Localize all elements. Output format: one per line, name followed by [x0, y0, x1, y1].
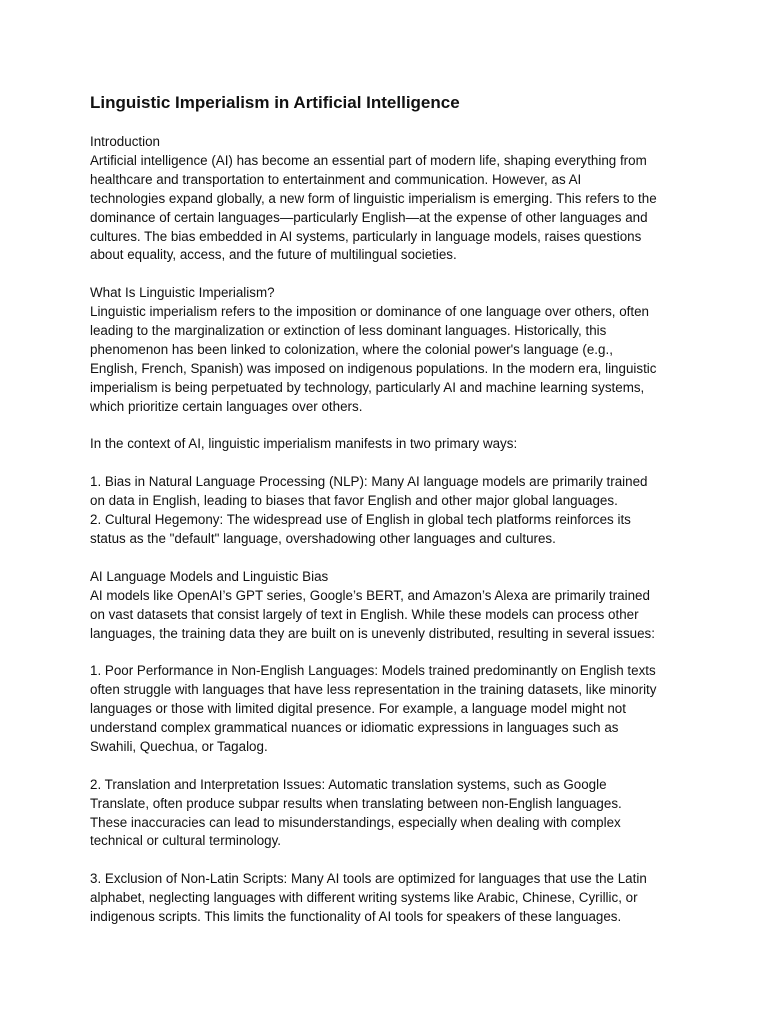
- text-line: leading to the marginalization or extinction of less dominant languages. Historically, this: [90, 323, 607, 339]
- text-line: AI models like OpenAI’s GPT series, Google’s BERT, and Amazon’s Alexa are primarily trained: [90, 587, 650, 603]
- text-line: languages, the training data they are built on is unevenly distributed, resulting in several issues:: [90, 625, 655, 641]
- text-line: Swahili, Quechua, or Tagalog.: [90, 738, 268, 754]
- text-line: 2. Translation and Interpretation Issues: Automatic translation systems, such as Google: [90, 776, 607, 792]
- document-page: [90, 92, 690, 946]
- text-line: 3. Exclusion of Non-Latin Scripts: Many AI tools are optimized for languages that use the Latin: [90, 871, 647, 887]
- text-line: healthcare and transportation to entertainment and communication. However, as AI: [90, 171, 582, 187]
- text-line: which prioritize certain languages over others.: [90, 398, 363, 414]
- paragraph-issue-1: [90, 662, 690, 757]
- text-line: imperialism is being perpetuated by technology, particularly AI and machine learning systems,: [90, 379, 645, 395]
- text-line: 1. Poor Performance in Non-English Languages: Models trained predominantly on English texts: [90, 663, 656, 679]
- text-line: on data in English, leading to biases that favor English and other major global languages.: [90, 493, 618, 509]
- text-line: phenomenon has been linked to colonization, where the colonial power's language (e.g.,: [90, 341, 613, 357]
- paragraph-ways-list: [90, 473, 690, 549]
- text-line: indigenous scripts. This limits the functionality of AI tools for speakers of these languages.: [90, 909, 622, 925]
- text-line: technical or cultural terminology.: [90, 833, 282, 849]
- paragraph-what-is: [90, 284, 690, 416]
- text-line: 2. Cultural Hegemony: The widespread use of English in global tech platforms reinforces its: [90, 512, 631, 528]
- document-title: Linguistic Imperialism in Artificial Intelligence: [90, 93, 460, 112]
- paragraph-introduction: [90, 133, 690, 265]
- text-line: often struggle with languages that have less representation in the training datasets, like minority: [90, 682, 657, 698]
- text-line: alphabet, neglecting languages with different writing systems like Arabic, Chinese, Cyrillic, or: [90, 890, 638, 906]
- text-line: What Is Linguistic Imperialism?: [90, 285, 275, 301]
- text-line: 1. Bias in Natural Language Processing (NLP): Many AI language models are primarily trained: [90, 474, 648, 490]
- paragraph-issue-3: [90, 870, 690, 927]
- text-line: technologies expand globally, a new form of linguistic imperialism is emerging. This refers to the: [90, 190, 657, 206]
- text-line: English, French, Spanish) was imposed on indigenous populations. In the modern era, linguistic: [90, 360, 657, 376]
- text-line: Linguistic imperialism refers to the imposition or dominance of one language over others, often: [90, 304, 649, 320]
- paragraph-context: [90, 435, 690, 454]
- paragraph-issue-2: [90, 776, 690, 852]
- text-line: about equality, access, and the future of multilingual societies.: [90, 247, 457, 263]
- text-line: Translate, often produce subpar results when translating between non-English languages.: [90, 795, 622, 811]
- text-line: dominance of certain languages—particularly English—at the expense of other languages and: [90, 209, 648, 225]
- text-line: In the context of AI, linguistic imperialism manifests in two primary ways:: [90, 436, 518, 452]
- text-line: AI Language Models and Linguistic Bias: [90, 568, 329, 584]
- text-line: Introduction: [90, 134, 160, 149]
- text-line: These inaccuracies can lead to misunderstandings, especially when dealing with complex: [90, 814, 621, 830]
- text-line: status as the "default" language, overshadowing other languages and cultures.: [90, 530, 556, 546]
- text-line: languages or those with limited digital presence. For example, a language model might not: [90, 701, 626, 717]
- text-line: understand complex grammatical nuances or idiomatic expressions in languages such as: [90, 720, 619, 736]
- text-line: cultures. The bias embedded in AI systems, particularly in language models, raises questions: [90, 228, 642, 244]
- text-line: on vast datasets that consist largely of text in English. While these models can process other: [90, 606, 639, 622]
- text-line: Artificial intelligence (AI) has become an essential part of modern life, shaping everything from: [90, 152, 647, 168]
- paragraph-models-bias: [90, 568, 690, 644]
